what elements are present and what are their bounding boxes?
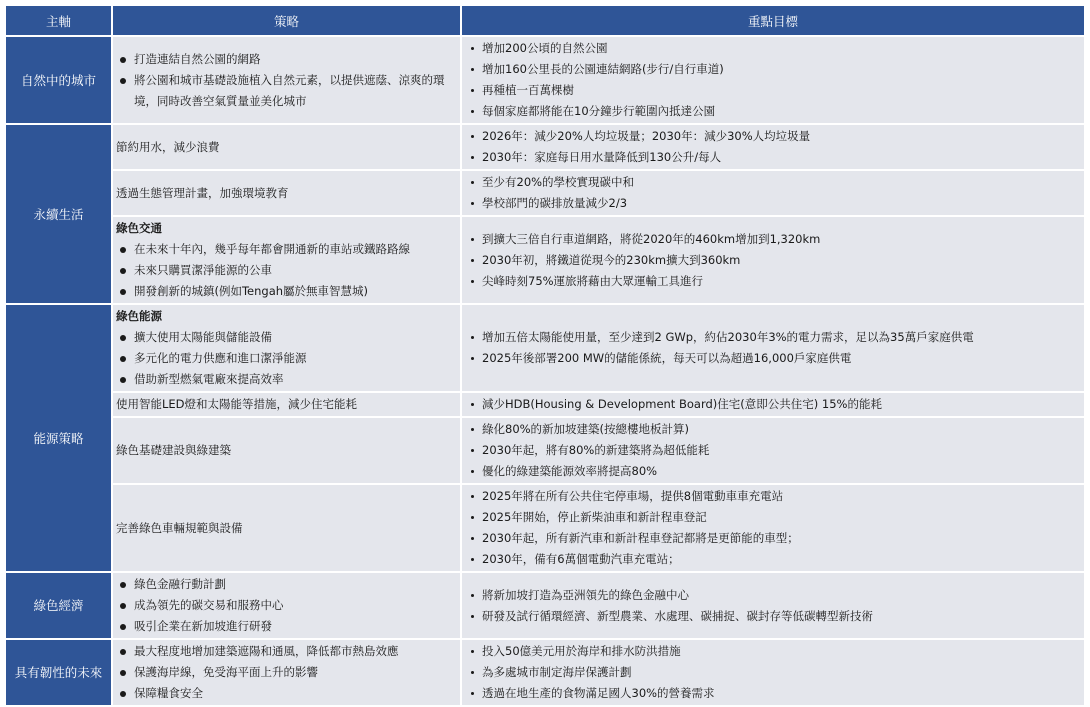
axis-cell: 能源策略 [6,305,111,571]
strategy-cell [113,573,460,638]
goal-cell [462,573,1084,638]
goal-item: 綠化80%的新加坡建築(按總樓地板計算) [468,419,1081,440]
strategy-cell [113,640,460,705]
axis-cell: 永續生活 [6,125,111,303]
goal-item: 研發及試行循環經濟、新型農業、水處理、碳捕捉、碳封存等低碳轉型新技術 [468,606,1081,627]
strategy-item: 最大程度地增加建築遮陽和通風，降低都市熱島效應 [116,641,457,662]
table-row [6,37,1084,123]
strategy-item: 將公園和城市基礎設施植入自然元素，以提供遮蔭、涼爽的環境，同時改善空氣質量並美化城市 [116,70,457,112]
goal-item: 2030年起，所有新汽車和新計程車登記都將是更節能的車型； [468,528,1081,549]
goal-item: 2030年起，將有80%的新建築將為超低能耗 [468,440,1081,461]
strategy-text: 使用智能LED燈和太陽能等措施，減少住宅能耗 [116,397,358,411]
table-row [6,573,1084,638]
goal-item: 增加五倍太陽能使用量，至少達到2 GWp，約佔2030年3%的電力需求，足以為35萬戶家庭供電 [468,327,1081,348]
goal-item: 2025年將在所有公共住宅停車場，提供8個電動車車充電站 [468,486,1081,507]
goal-cell [462,418,1084,483]
strategy-cell [113,485,460,571]
goal-item: 透過在地生產的食物滿足國人30%的營養需求 [468,683,1081,704]
goal-cell [462,37,1084,123]
table-row [6,217,1084,303]
goal-item: 2025年開始，停止新柴油車和新計程車登記 [468,507,1081,528]
strategy-item: 在未來十年內，幾乎每年都會開通新的車站或鐵路路線 [116,239,457,260]
goal-item: 2030年初，將鐵道從現今的230km擴大到360km [468,250,1081,271]
table-row [6,640,1084,705]
strategy-item: 擴大使用太陽能與儲能設備 [116,327,457,348]
strategy-heading: 綠色能源 [116,309,162,323]
goal-item: 2030年：家庭每日用水量降低到130公升/每人 [468,147,1081,168]
table-row [6,305,1084,391]
goal-cell [462,217,1084,303]
header-row [6,6,1084,35]
strategy-item: 保護海岸線，免受海平面上升的影響 [116,662,457,683]
goal-item: 增加200公頃的自然公園 [468,38,1081,59]
strategy-text: 綠色基礎建設與綠建築 [116,443,231,457]
strategy-cell [113,125,460,169]
goal-cell [462,640,1084,705]
goal-item: 將新加坡打造為亞洲領先的綠色金融中心 [468,585,1081,606]
goal-item: 每個家庭都將能在10分鐘步行範圍內抵達公園 [468,101,1081,122]
strategy-cell [113,393,460,416]
goal-item: 為多處城市制定海岸保護計劃 [468,662,1081,683]
strategy-heading: 綠色交通 [116,221,162,235]
goal-item: 增加160公里長的公園連結網路(步行/自行車道) [468,59,1081,80]
axis-cell: 具有韌性的未來 [6,640,111,705]
strategy-text: 節約用水，減少浪費 [116,139,220,154]
strategy-item: 多元化的電力供應和進口潔淨能源 [116,348,457,369]
goal-item: 到擴大三倍自行車道網路，將從2020年的460km增加到1,320km [468,229,1081,250]
goal-item: 優化的綠建築能源效率將提高80% [468,461,1081,482]
goal-cell [462,485,1084,571]
goal-item: 投入50億美元用於海岸和排水防洪措施 [468,641,1081,662]
header-axis: 主軸 [6,6,111,35]
strategy-text: 完善綠色車輛規範與設備 [116,520,243,535]
strategy-cell [113,418,460,483]
table-row [6,418,1084,483]
axis-cell: 綠色經濟 [6,573,111,638]
goal-cell [462,305,1084,391]
strategy-item: 保障糧食安全 [116,683,457,704]
goal-cell [462,393,1084,416]
strategy-item: 綠色金融行動計劃 [116,574,457,595]
strategy-item: 開發創新的城鎮(例如Tengah屬於無車智慧城) [116,281,457,302]
strategy-table [4,4,1086,707]
table-row [6,125,1084,169]
strategy-item: 吸引企業在新加坡進行研發 [116,616,457,637]
goal-cell [462,171,1084,215]
table-row [6,485,1084,571]
strategy-cell [113,305,460,391]
axis-cell: 自然中的城市 [6,37,111,123]
strategy-text: 透過生態管理計畫，加強環境教育 [116,185,289,200]
strategy-table-wrapper [4,4,1084,707]
strategy-cell [113,171,460,215]
goal-cell [462,125,1084,169]
header-strategy: 策略 [113,6,460,35]
goal-item: 減少HDB(Housing & Development Board)住宅(意即公共住宅) 15%的能耗 [468,394,1081,415]
goal-item: 2025年後部署200 MW的儲能係統，每天可以為超過16,000戶家庭供電 [468,348,1081,369]
strategy-cell [113,37,460,123]
header-goals: 重點目標 [462,6,1084,35]
goal-item: 至少有20%的學校實現碳中和 [468,172,1081,193]
table-row [6,171,1084,215]
strategy-item: 借助新型燃氣電廠來提高效率 [116,369,457,390]
strategy-cell [113,217,460,303]
goal-item: 再種植一百萬棵樹 [468,80,1081,101]
strategy-item: 未來只購買潔淨能源的公車 [116,260,457,281]
goal-item: 2026年：減少20%人均垃圾量；2030年：減少30%人均垃圾量 [468,126,1081,147]
goal-item: 學校部門的碳排放量減少2/3 [468,193,1081,214]
goal-item: 尖峰時刻75%運旅將藉由大眾運輸工具進行 [468,271,1081,292]
strategy-item: 成為領先的碳交易和服務中心 [116,595,457,616]
table-row [6,393,1084,416]
strategy-item: 打造連結自然公園的網路 [116,49,457,70]
goal-item: 2030年，備有6萬個電動汽車充電站； [468,549,1081,570]
